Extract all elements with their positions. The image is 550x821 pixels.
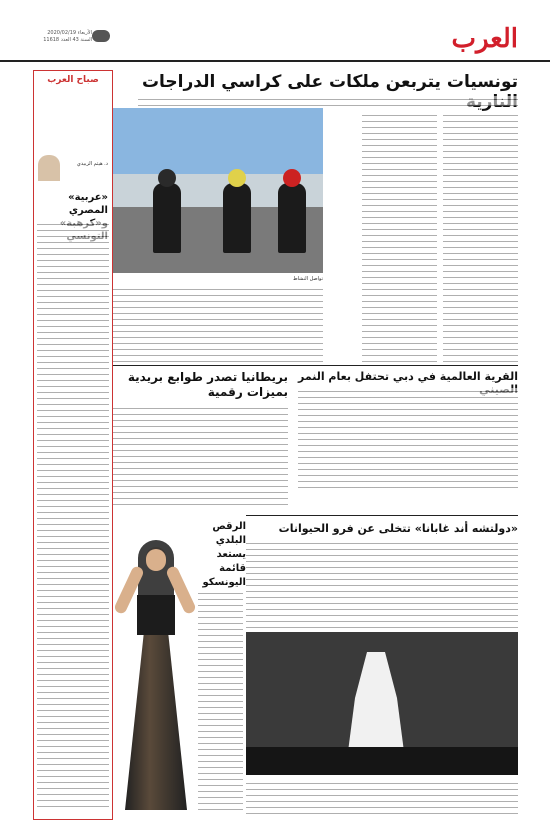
- helmet-icon: [228, 169, 246, 187]
- fashion-headline: «دولتشه أند غابانا» تتخلى عن فرو الحيوانات: [278, 522, 518, 535]
- rider-figure: [278, 183, 306, 253]
- section-divider: [113, 365, 518, 366]
- audience-row: [246, 747, 518, 775]
- issue-date: الأربعاء 2020/02/19: [47, 30, 92, 36]
- lead-headline: تونسيات يتربعن ملكات على كراسي الدراجات: [141, 72, 518, 92]
- dubai-headline: القرية العالمية في دبي تحتفل بعام النمر: [297, 370, 518, 383]
- dance-headline: الرقص البلدي يستعد قائمة اليونسكو: [202, 521, 246, 588]
- newspaper-logo: العرب: [451, 24, 518, 54]
- article-column: [298, 388, 518, 493]
- avatar: [38, 155, 60, 181]
- sidebar-text: [37, 221, 109, 811]
- dancer-photo: [113, 535, 198, 815]
- article-column: [198, 590, 243, 815]
- rider-figure: [153, 183, 181, 253]
- rider-figure: [223, 183, 251, 253]
- section-divider: [246, 515, 518, 516]
- masthead: [0, 0, 550, 62]
- lead-standfirst: [138, 96, 518, 106]
- sidebar-header: صباح العرب: [47, 75, 99, 85]
- lead-photo: [113, 108, 323, 273]
- article-column: [246, 540, 518, 628]
- article-column: [246, 780, 518, 815]
- sidebar-title: «عربية» المصري: [68, 192, 108, 216]
- sidebar-column: [33, 70, 113, 820]
- issue-info: [32, 30, 92, 44]
- seal-icon: [92, 30, 110, 42]
- article-column: [113, 405, 288, 510]
- dancer-face: [146, 549, 166, 571]
- article-column: [443, 112, 518, 362]
- dancer-skirt: [125, 635, 187, 810]
- runway-photo: [246, 632, 518, 775]
- britain-headline: بريطانيا تصدر طوابع بريدية بميزات رقمية: [127, 370, 288, 399]
- article-column: [113, 286, 323, 362]
- author-name: د. هيثم الزبيدي: [76, 161, 108, 167]
- photo-caption: تواصل النشاط: [292, 276, 323, 282]
- article-column: [362, 112, 437, 362]
- helmet-icon: [283, 169, 301, 187]
- helmet-icon: [158, 169, 176, 187]
- dancer-top: [137, 595, 175, 635]
- issue-number: السنة 43 العدد 11618: [43, 37, 92, 43]
